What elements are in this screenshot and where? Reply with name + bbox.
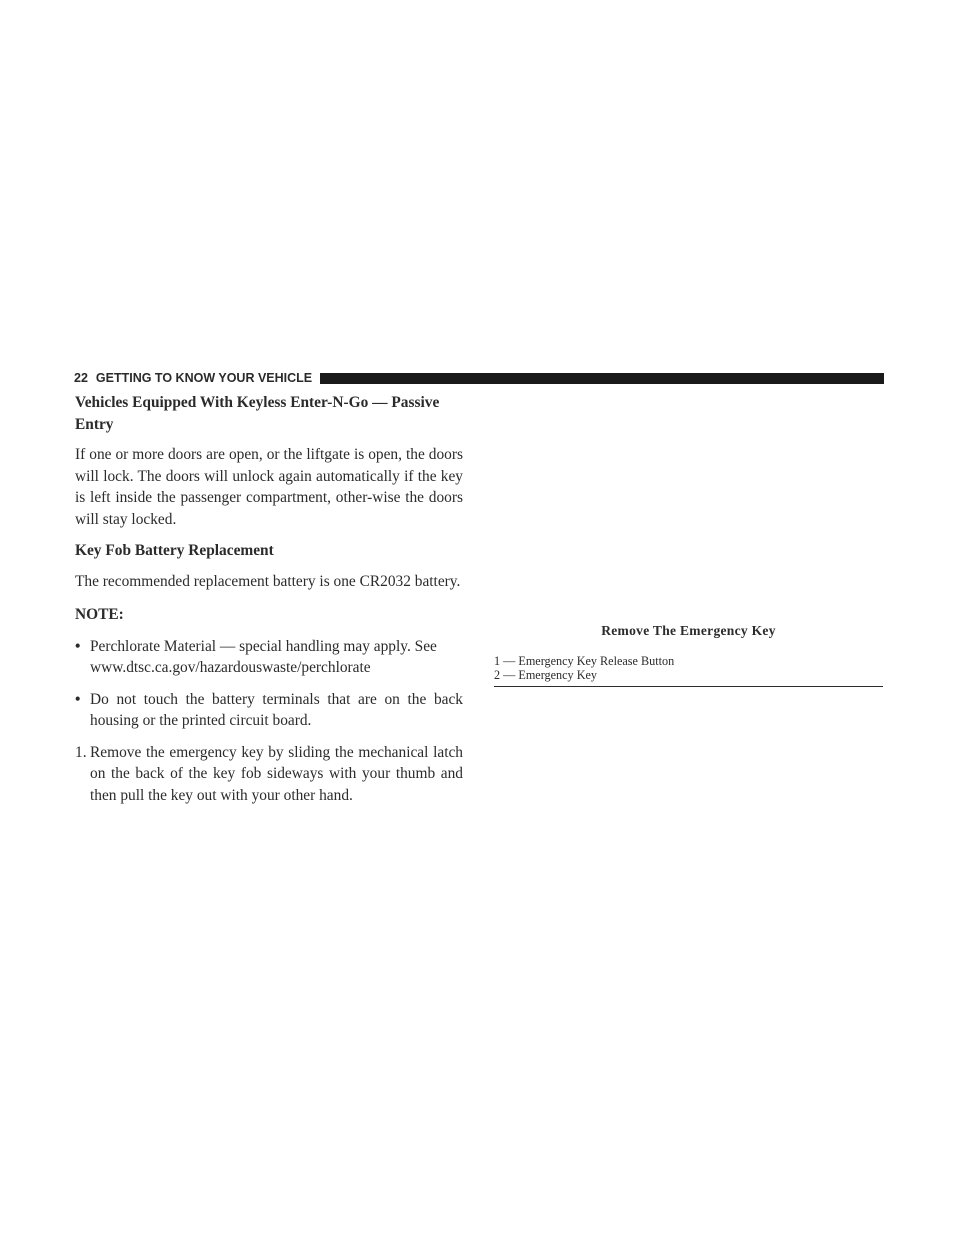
header-rule xyxy=(320,373,884,384)
bullet-symbol: • xyxy=(75,637,81,655)
main-column xyxy=(75,392,463,806)
legend-item: 1 — Emergency Key Release Button xyxy=(494,654,675,668)
bullet-text: Do not touch the battery terminals that are on the back housing or the printed circuit board. xyxy=(90,690,463,729)
note-bullet-list xyxy=(75,636,463,732)
bullet-text: Perchlorate Material — special handling may apply. See xyxy=(90,637,437,655)
list-item xyxy=(75,636,463,679)
note-label: NOTE: xyxy=(75,606,124,623)
perchlorate-link[interactable]: www.dtsc.ca.gov/hazardouswaste/perchlorate xyxy=(90,659,371,676)
bullet-symbol: • xyxy=(75,690,81,708)
figure-rule xyxy=(494,686,883,687)
legend-item: 2 — Emergency Key xyxy=(494,668,597,682)
procedure-steps xyxy=(75,742,463,807)
heading-battery-replacement: Key Fob Battery Replacement xyxy=(75,542,274,559)
figure-caption-block xyxy=(494,620,883,687)
section-title: GETTING TO KNOW YOUR VEHICLE xyxy=(95,371,313,385)
list-item xyxy=(75,689,463,732)
step-text: Remove the emergency key by sliding the mechanical latch on the back of the key fob sideways with your thumb and then pull the key out with your other hand. xyxy=(90,743,463,804)
figure-title: Remove The Emergency Key xyxy=(601,623,776,638)
battery-paragraph: The recommended replacement battery is one CR2032 battery. xyxy=(75,572,461,590)
figure-legend xyxy=(494,654,883,682)
page-header xyxy=(74,370,884,386)
passive-entry-paragraph: If one or more doors are open, or the liftgate is open, the doors will lock. The doors will unlock again automatically if the key is left inside the passenger compartment, other-wise the doors will stay locked. xyxy=(75,446,463,528)
heading-passive-entry: Vehicles Equipped With Keyless Enter-N-Go — Passive Entry xyxy=(75,394,440,433)
list-item xyxy=(75,742,463,807)
step-number: 1. xyxy=(75,743,87,761)
page-number: 22 xyxy=(74,371,88,385)
